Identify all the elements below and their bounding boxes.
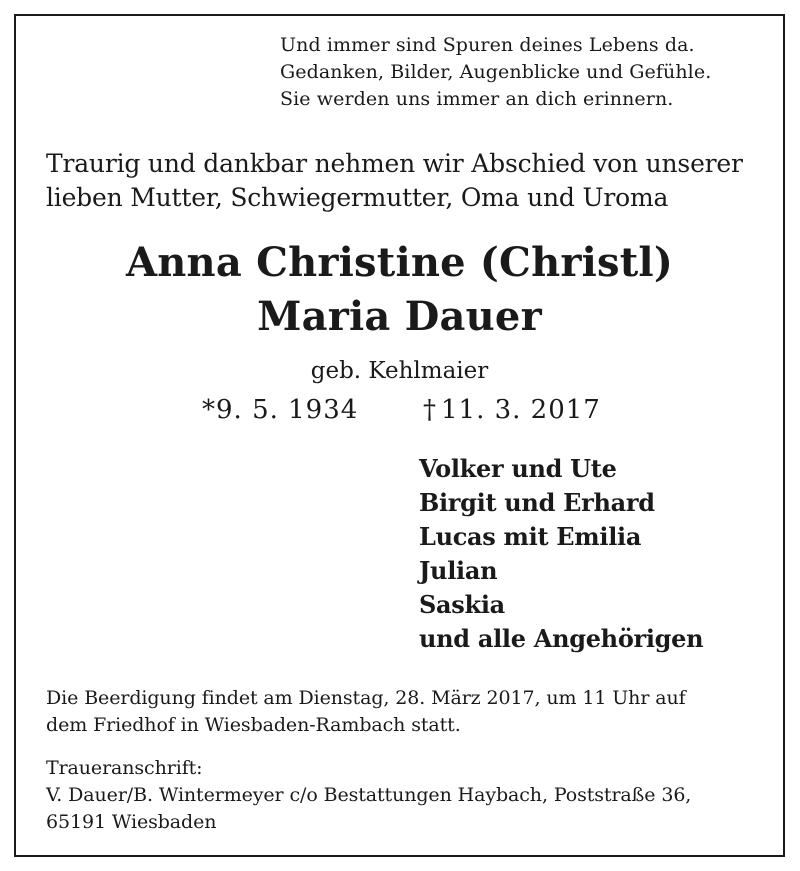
mourner-name: Lucas mit Emilia (419, 522, 642, 551)
funeral-details (46, 685, 686, 739)
maiden-name: geb. Kehlmaier (310, 358, 489, 384)
mourner-name: Julian (419, 556, 498, 585)
quote-line: Sie werden uns immer an dich erinnern. (280, 88, 674, 110)
death-date: 11. 3. 2017 (441, 395, 601, 425)
intro-line: lieben Mutter, Schwiegermutter, Oma und Uroma (46, 183, 669, 212)
quote-line: Gedanken, Bilder, Augenblicke und Gefühle. (280, 61, 712, 83)
mourners-list (419, 452, 703, 656)
intro-line: Traurig und dankbar nehmen wir Abschied von unserer (46, 149, 743, 178)
mourner-name: Volker und Ute (419, 454, 617, 483)
mourner-name: und alle Angehörigen (419, 624, 704, 653)
funeral-line: Die Beerdigung findet am Dienstag, 28. März 2017, um 11 Uhr auf (46, 687, 686, 709)
death-date-group (423, 393, 601, 427)
memorial-quote (280, 32, 711, 113)
quote-line: Und immer sind Spuren deines Lebens da. (280, 34, 695, 56)
funeral-line: dem Friedhof in Wiesbaden-Rambach statt. (46, 714, 461, 736)
mourner-name: Saskia (419, 590, 505, 619)
birth-date: *9. 5. 1934 (202, 395, 359, 425)
deceased-name-line: Anna Christine (Christl) (126, 239, 673, 286)
mourner-name: Birgit und Erhard (419, 488, 655, 517)
deceased-name-line: Maria Dauer (257, 293, 542, 340)
mourning-address (46, 755, 691, 836)
address-line: 65191 Wiesbaden (46, 811, 217, 833)
address-label: Traueranschrift: (46, 757, 203, 779)
farewell-intro (46, 147, 743, 215)
address-line: V. Dauer/B. Wintermeyer c/o Bestattungen Haybach, Poststraße 36, (46, 784, 692, 806)
deceased-name (14, 236, 785, 344)
cross-icon: † (423, 395, 437, 425)
